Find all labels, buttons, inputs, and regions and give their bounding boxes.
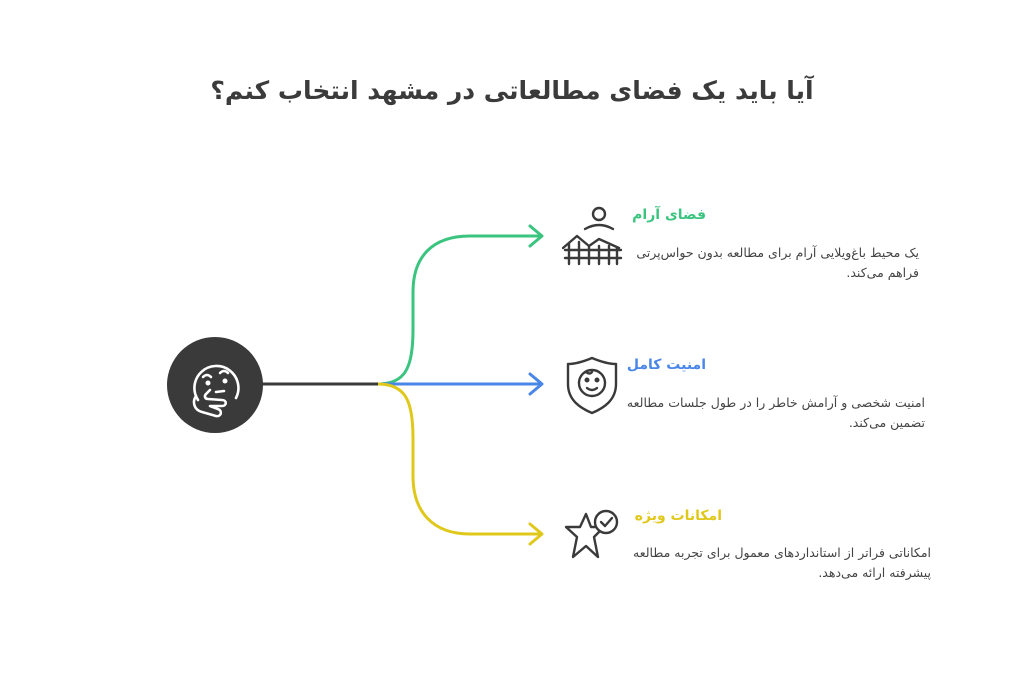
branch-line-1 (378, 236, 540, 384)
item-title-special-amenities: امکانات ویژه (634, 508, 722, 524)
landscape-fence-icon (563, 208, 621, 264)
item-desc-full-security (625, 393, 925, 433)
branch-line-3 (378, 384, 540, 534)
desc-line: پیشرفته ارائه می‌دهد. (818, 565, 931, 580)
shield-face-icon (568, 358, 616, 413)
desc-line: یک محیط باغ‌ویلایی آرام برای مطالعه بدون حواس‌پرتی (636, 245, 919, 260)
desc-line: امنیت شخصی و آرامش خاطر را در طول جلسات مطالعه (626, 395, 925, 410)
item-title-full-security: امنیت کامل (626, 357, 706, 373)
star-check-icon (566, 511, 617, 557)
desc-line: امکاناتی فراتر از استانداردهای معمول برای تجربه مطالعه (633, 545, 931, 560)
desc-line: فراهم می‌کند. (846, 265, 919, 280)
desc-line: تضمین می‌کند. (848, 415, 925, 430)
page-title: آیا باید یک فضای مطالعاتی در مشهد انتخاب کنم؟ (210, 76, 814, 105)
item-title-quiet-space: فضای آرام (632, 207, 706, 223)
item-desc-quiet-space (619, 243, 919, 283)
thinking-face-icon (167, 337, 263, 433)
item-desc-special-amenities (621, 543, 931, 583)
